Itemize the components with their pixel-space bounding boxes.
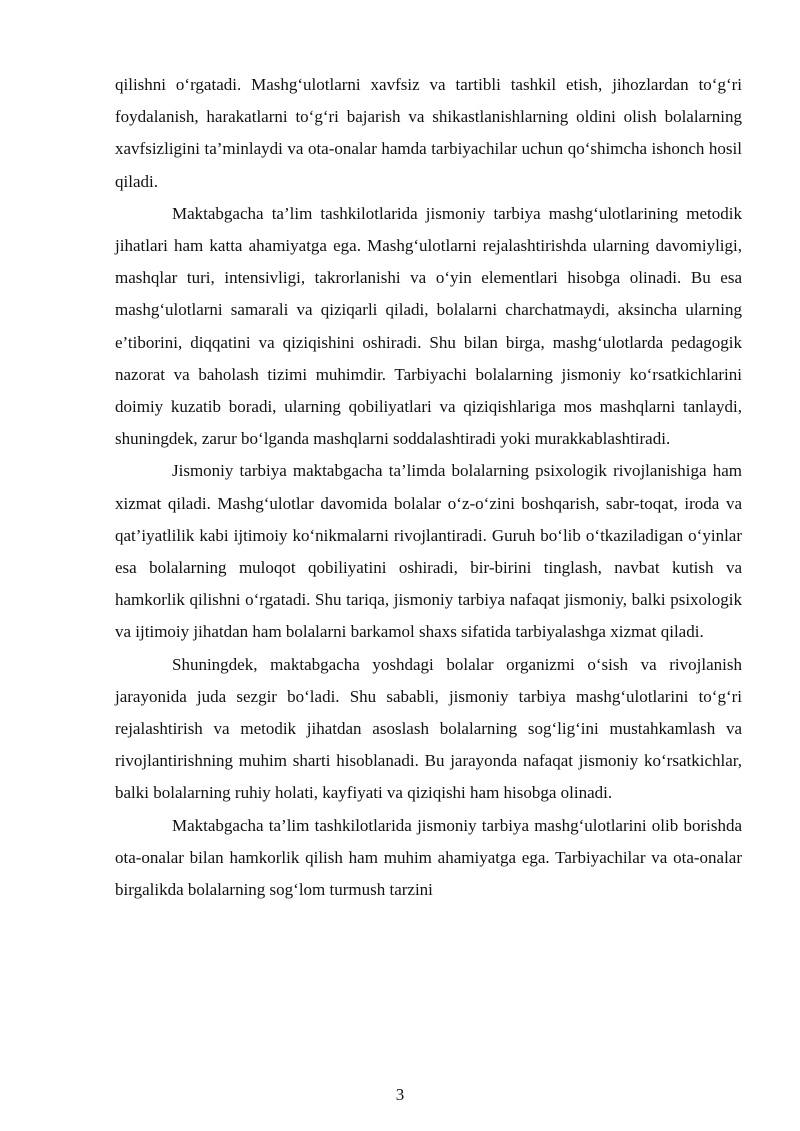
paragraph-1: qilishni o‘rgatadi. Mashg‘ulotlarni xavfsiz va tartibli tashkil etish, jihozlardan to‘g‘ri foydalanish, harakatlarni to‘g‘ri bajarish va shikastlanishlarning oldini olish bolalarning xavfsizligini ta’minlaydi va ota-onalar hamda tarbiyachilar uchun qo‘shimcha ishonch hosil qiladi. <box>115 75 742 191</box>
page-body <box>115 69 742 906</box>
paragraph-2: Maktabgacha ta’lim tashkilotlarida jismoniy tarbiya mashg‘ulotlarining metodik jihatlari ham katta ahamiyatga ega. Mashg‘ulotlarni rejalashtirishda ularning davomiyligi, mashqlar turi, intensivligi, takrorlanishi va o‘yin elementlari hisobga olinadi. Bu esa mashg‘ulotlarni samarali va qiziqarli qiladi, bolalarni charchatmaydi, aksincha ularning e’tiborini, diqqatini va qiziqishini oshiradi. Shu bilan birga, mashg‘ulotlarda pedagogik nazorat va baholash tizimi muhimdir. Tarbiyachi bolalarning jismoniy ko‘rsatkichlarini doimiy kuzatib boradi, ularning qobiliyatlari va qiziqishlariga mos mashqlarni tanlaydi, shuningdek, zarur bo‘lganda mashqlarni soddalashtiradi yoki murakkablashtiradi. <box>115 203 742 449</box>
paragraph-4: Shuningdek, maktabgacha yoshdagi bolalar organizmi o‘sish va rivojlanish jarayonida juda sezgir bo‘ladi. Shu sababli, jismoniy tarbiya mashg‘ulotlarini to‘g‘ri rejalashtirish va metodik jihatdan asoslash bolalarning sog‘lig‘ini mustahkamlash va rivojlantirishning muhim sharti hisoblanadi. Bu jarayonda nafaqat jismoniy ko‘rsatkichlar, balki bolalarning ruhiy holati, kayfiyati va qiziqishi ham hisobga olinadi. <box>115 654 742 803</box>
paragraph-3: Jismoniy tarbiya maktabgacha ta’limda bolalarning psixologik rivojlanishiga ham xizmat qiladi. Mashg‘ulotlar davomida bolalar o‘z-o‘zini boshqarish, sabr-toqat, iroda va qat’iyatlilik kabi ijtimoiy ko‘nikmalarni rivojlantiradi. Guruh bo‘lib o‘tkaziladigan o‘yinlar esa bolalarning muloqot qobiliyatini oshiradi, bir-birini tinglash, navbat kutish va hamkorlik qilishni o‘rgatadi. Shu tariqa, jismoniy tarbiya nafaqat jismoniy, balki psixologik va ijtimoiy jihatdan ham bolalarni barkamol shaxs sifatida tarbiyalashga xizmat qiladi. <box>115 461 742 642</box>
paragraph-5: Maktabgacha ta’lim tashkilotlarida jismoniy tarbiya mashg‘ulotlarini olib borishda ota-onalar bilan hamkorlik qilish ham muhim ahamiyatga ega. Tarbiyachilar va ota-onalar birgalikda bolalarning sog‘lom turmush tarzini <box>115 815 742 900</box>
page-number: 3 <box>395 1085 405 1104</box>
